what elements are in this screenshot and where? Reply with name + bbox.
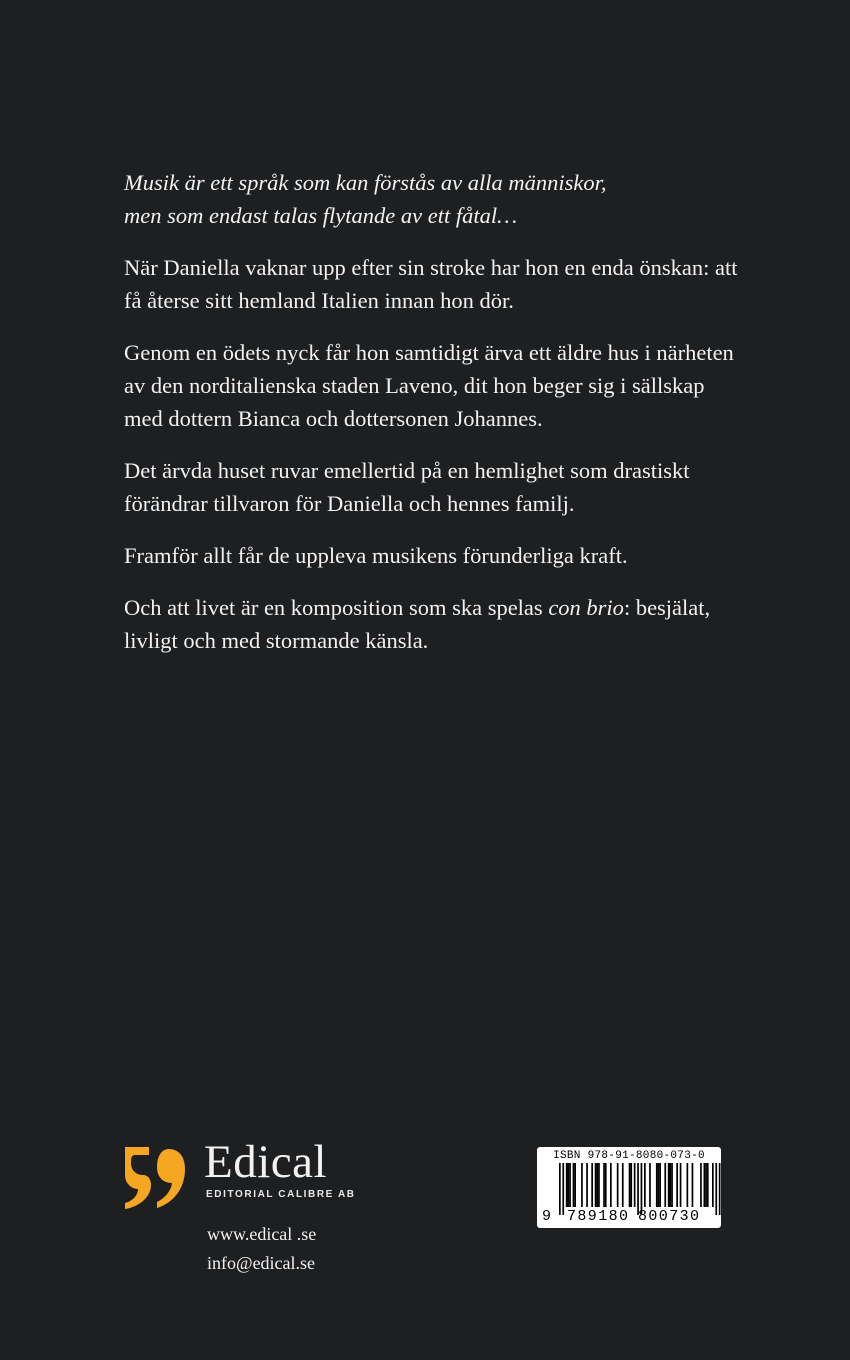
barcode-bar (617, 1163, 619, 1207)
tagline-line-2: men som endast talas flytande av ett fåtal… (124, 203, 518, 228)
barcode-bar (568, 1163, 570, 1207)
barcode-bar (559, 1163, 561, 1215)
publisher-tagline: EDITORIAL CALIBRE AB (206, 1189, 356, 1200)
ean-first-digit: 9 (542, 1208, 552, 1225)
barcode-bar (605, 1163, 607, 1207)
blurb-paragraph-1: När Daniella vaknar upp efter sin stroke har hon en enda önskan: att få återse sitt hemland Italien innan hon dör. (124, 255, 738, 313)
barcode-bar (658, 1163, 660, 1207)
barcode-bar (676, 1163, 678, 1207)
tagline (124, 166, 744, 232)
blurb-paragraph-5-italic: con brio (548, 595, 624, 620)
barcode-bar (668, 1163, 670, 1207)
barcode-bar (687, 1163, 689, 1207)
ean-left-group: 789180 (567, 1208, 630, 1225)
barcode-bar (629, 1163, 631, 1207)
barcode-bar (712, 1163, 714, 1207)
barcode-bar (644, 1163, 646, 1207)
barcode-bar (581, 1163, 583, 1207)
barcode-bar (719, 1163, 721, 1215)
barcode-bar (622, 1163, 624, 1207)
blurb-paragraph-2: Genom en ödets nyck får hon samtidigt ärva ett äldre hus i närheten av den norditalienska staden Laveno, dit hon beger sig i sällskap med dottern Bianca och dottersonen Johannes. (124, 340, 734, 431)
back-cover-blurb (124, 166, 744, 676)
barcode-bar (704, 1163, 706, 1207)
barcode-bar (670, 1163, 672, 1207)
barcode-bar (634, 1163, 636, 1207)
barcode-bar (705, 1163, 707, 1207)
tagline-line-1: Musik är ett språk som kan förstås av alla människor, (124, 170, 607, 195)
ean-right-group: 800730 (638, 1208, 701, 1225)
barcode-bar (596, 1163, 598, 1207)
barcode-bar (700, 1163, 702, 1207)
blurb-paragraph-4: Framför allt får de uppleva musikens förunderliga kraft. (124, 543, 628, 568)
barcode-bar (573, 1163, 575, 1207)
barcode-bar (692, 1163, 694, 1207)
barcode-bar (610, 1163, 612, 1207)
barcode-bar (671, 1163, 673, 1207)
barcode-bar (591, 1163, 593, 1207)
barcode-bar (656, 1163, 658, 1207)
website-link[interactable]: www.edical .se (207, 1224, 317, 1244)
edical-quote-mark-logo-icon (123, 1145, 187, 1209)
blurb-paragraph-5 (124, 591, 744, 657)
blurb-paragraph-5-end: : besjälat, livligt och med stormande känsla. (124, 595, 711, 653)
isbn-label: ISBN 978-91-8080-073-0 (553, 1150, 705, 1162)
barcode-bar (664, 1163, 666, 1207)
publisher-logo (123, 1136, 383, 1212)
barcode-bar (680, 1163, 682, 1207)
barcode-bar (659, 1163, 661, 1207)
barcode-bar (574, 1163, 576, 1207)
barcode-bar (598, 1163, 600, 1207)
barcode-bar (603, 1163, 605, 1207)
publisher-contact (207, 1220, 316, 1278)
barcode-bar (707, 1163, 709, 1207)
barcode-bar (569, 1163, 571, 1207)
blurb-paragraph-3: Det ärvda huset ruvar emellertid på en hemlighet som drastiskt förändrar tillvaron för Daniella och hennes familj. (124, 458, 690, 516)
barcode-bar (649, 1163, 651, 1207)
publisher-name: Edical (204, 1136, 328, 1188)
barcode-bar (630, 1163, 632, 1207)
barcode-bar (586, 1163, 588, 1207)
blurb-paragraph-5-start: Och att livet är en komposition som ska spelas (124, 595, 549, 620)
barcode-bar (566, 1163, 568, 1207)
isbn-barcode (537, 1147, 721, 1228)
email-link[interactable]: info@edical.se (207, 1253, 316, 1273)
barcode-bar (595, 1163, 597, 1207)
barcode-bar (715, 1163, 717, 1215)
barcode-bar (562, 1163, 564, 1215)
